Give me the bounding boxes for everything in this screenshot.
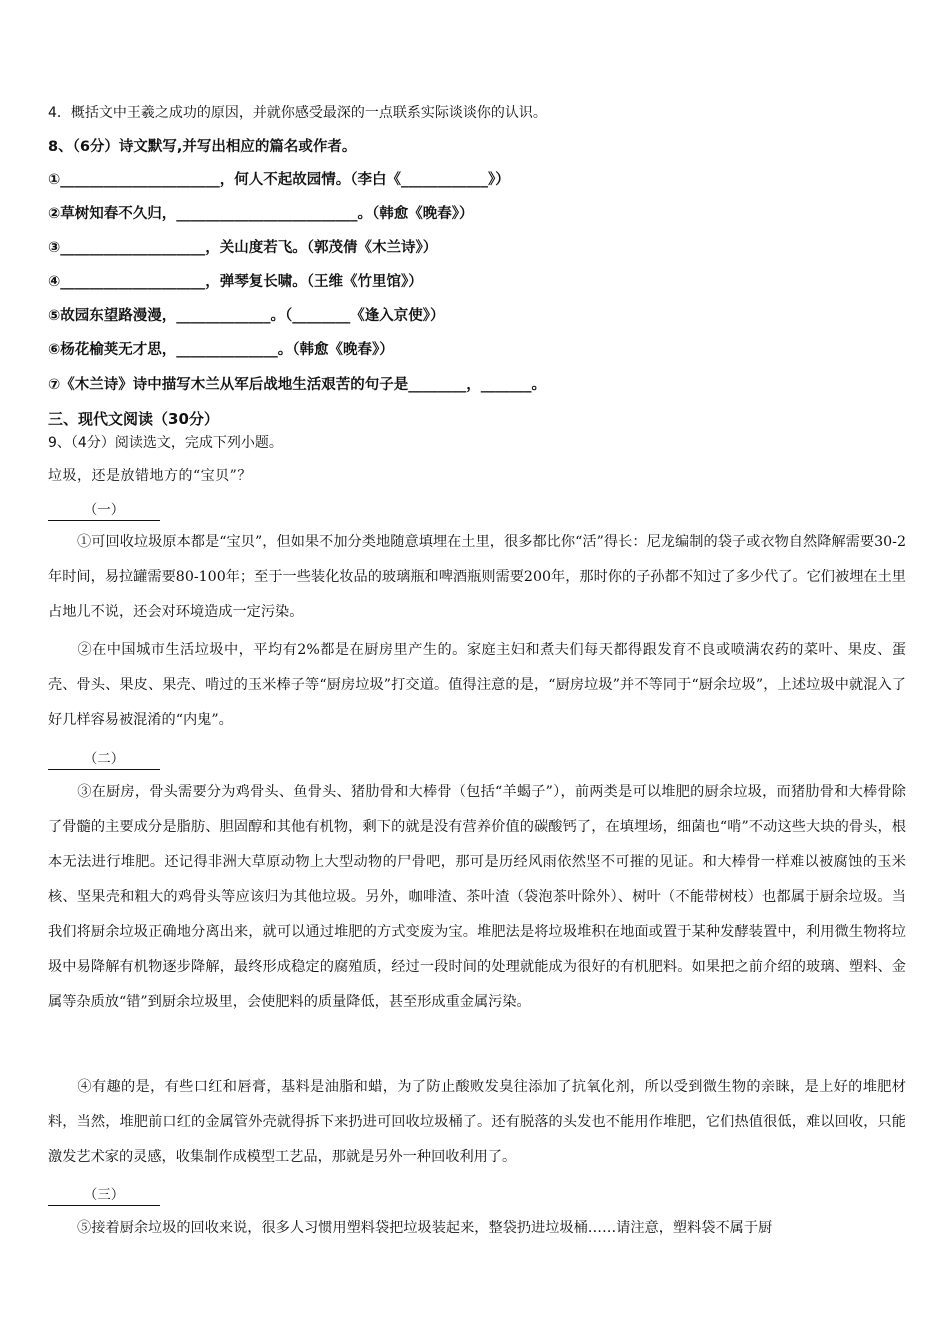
paragraph-2-text: ②在中国城市生活垃圾中，平均有2%都是在厨房里产生的。家庭主妇和煮夫们每天都得跟发育不良或喷满农药的菜叶、果皮、蛋壳、骨头、果皮、果壳、啃过的玉米棒子等“厨房垃圾”打交道。值得注意的是，“厨房垃圾”并不等同于“厨余垃圾”，上述垃圾中就混入了好几样容易被混淆的“内鬼”。 [48,642,906,728]
article-title: 垃圾，还是放错地方的“宝贝”？ [48,468,252,484]
part-marker-3 [48,1185,160,1206]
part-marker-1 [48,500,160,521]
recitation-item-4: ④____________________，弹琴复长啸。（王维《竹里馆》） [48,274,423,290]
part-marker-2 [48,749,160,770]
paragraph-4 [48,1070,906,1175]
recitation-item-3: ③____________________，关山度若飞。（郭茂倩《木兰诗》） [48,240,438,256]
recitation-item-7: ⑦《木兰诗》诗中描写木兰从军后战地生活艰苦的句子是________，_______。 [48,377,547,393]
part-marker-3-label: （三） [48,1185,160,1206]
question-8-header: 8、（6分）诗文默写,并写出相应的篇名或作者。 [48,139,357,155]
paragraph-5-text: ⑤接着厨余垃圾的回收来说，很多人习惯用塑料袋把垃圾装起来，整袋扔进垃圾桶……请注意，塑料袋不属于厨 [77,1220,773,1236]
paragraph-4-text: ④有趣的是，有些口红和唇膏，基料是油脂和蜡，为了防止酸败发臭往添加了抗氧化剂，所以受到微生物的亲睐，是上好的堆肥材料，当然，堆肥前口红的金属管外壳就得拆下来扔进可回收垃圾桶了。还有脱落的头发也不能用作堆肥，它们热值很低，难以回收，只能激发艺术家的灵感，收集制作成模型工艺品，那就是另外一种回收利用了。 [48,1079,906,1165]
part-marker-2-label: （二） [48,749,160,770]
recitation-item-1: ①______________________，何人不起故园情。（李白《____________》） [48,172,510,188]
section-heading: 三、现代文阅读（30分） [48,410,219,428]
paragraph-5 [48,1211,906,1246]
paragraph-2 [48,633,906,738]
paragraph-3-text: ③在厨房，骨头需要分为鸡骨头、鱼骨头、猪肋骨和大棒骨（包括“羊蝎子”），前两类是可以堆肥的厨余垃圾，而猪肋骨和大棒骨除了骨髓的主要成分是脂肪、胆固醇和其他有机物，剩下的就是没有营养价值的碳酸钙了，在填埋场，细菌也“啃”不动这些大块的骨头，根本无法进行堆肥。还记得非洲大草原动物上大型动物的尸骨吧，那可是历经风雨依然坚不可摧的见证。和大棒骨一样难以被腐蚀的玉米核、坚果壳和粗大的鸡骨头等应该归为其他垃圾。另外，咖啡渣、茶叶渣（袋泡茶叶除外）、树叶（不能带树枝）也都属于厨余垃圾。当我们将厨余垃圾正确地分离出来，就可以通过堆肥的方式变废为宝。堆肥法是将垃圾堆积在地面或置于某种发酵装置中，利用微生物将垃圾中易降解有机物逐步降解，最终形成稳定的腐殖质，经过一段时间的处理就能成为很好的有机肥料。如果把之前介绍的玻璃、塑料、金属等杂质放“错”到厨余垃圾里，会使肥料的质量降低，甚至形成重金属污染。 [48,784,906,1010]
recitation-item-5: ⑤故园东望路漫漫，_____________。（________《逢入京使》） [48,308,445,324]
question-9: 9、（4分）阅读选文，完成下列小题。 [48,435,283,451]
question-4: 4．概括文中王羲之成功的原因，并就你感受最深的一点联系实际谈谈你的认识。 [48,105,547,121]
part-marker-1-label: （一） [48,500,160,521]
recitation-item-2: ②草树知春不久归，_________________________。（韩愈《晚春》） [48,206,474,222]
recitation-item-6: ⑥杨花榆荚无才思，______________。（韩愈《晚春》） [48,342,394,358]
paragraph-3 [48,775,906,1020]
paragraph-1-text: ①可回收垃圾原本都是“宝贝”，但如果不加分类地随意填埋在土里，很多都比你“活”得长：尼龙编制的袋子或衣物自然降解需要30-2年时间，易拉罐需要80-100年；至于一些装化妆品的玻璃瓶和啤酒瓶则需要200年，那时你的子孙都不知过了多少代了。它们被埋在土里占地儿不说，还会对环境造成一定污染。 [48,534,906,620]
paragraph-1 [48,525,906,630]
